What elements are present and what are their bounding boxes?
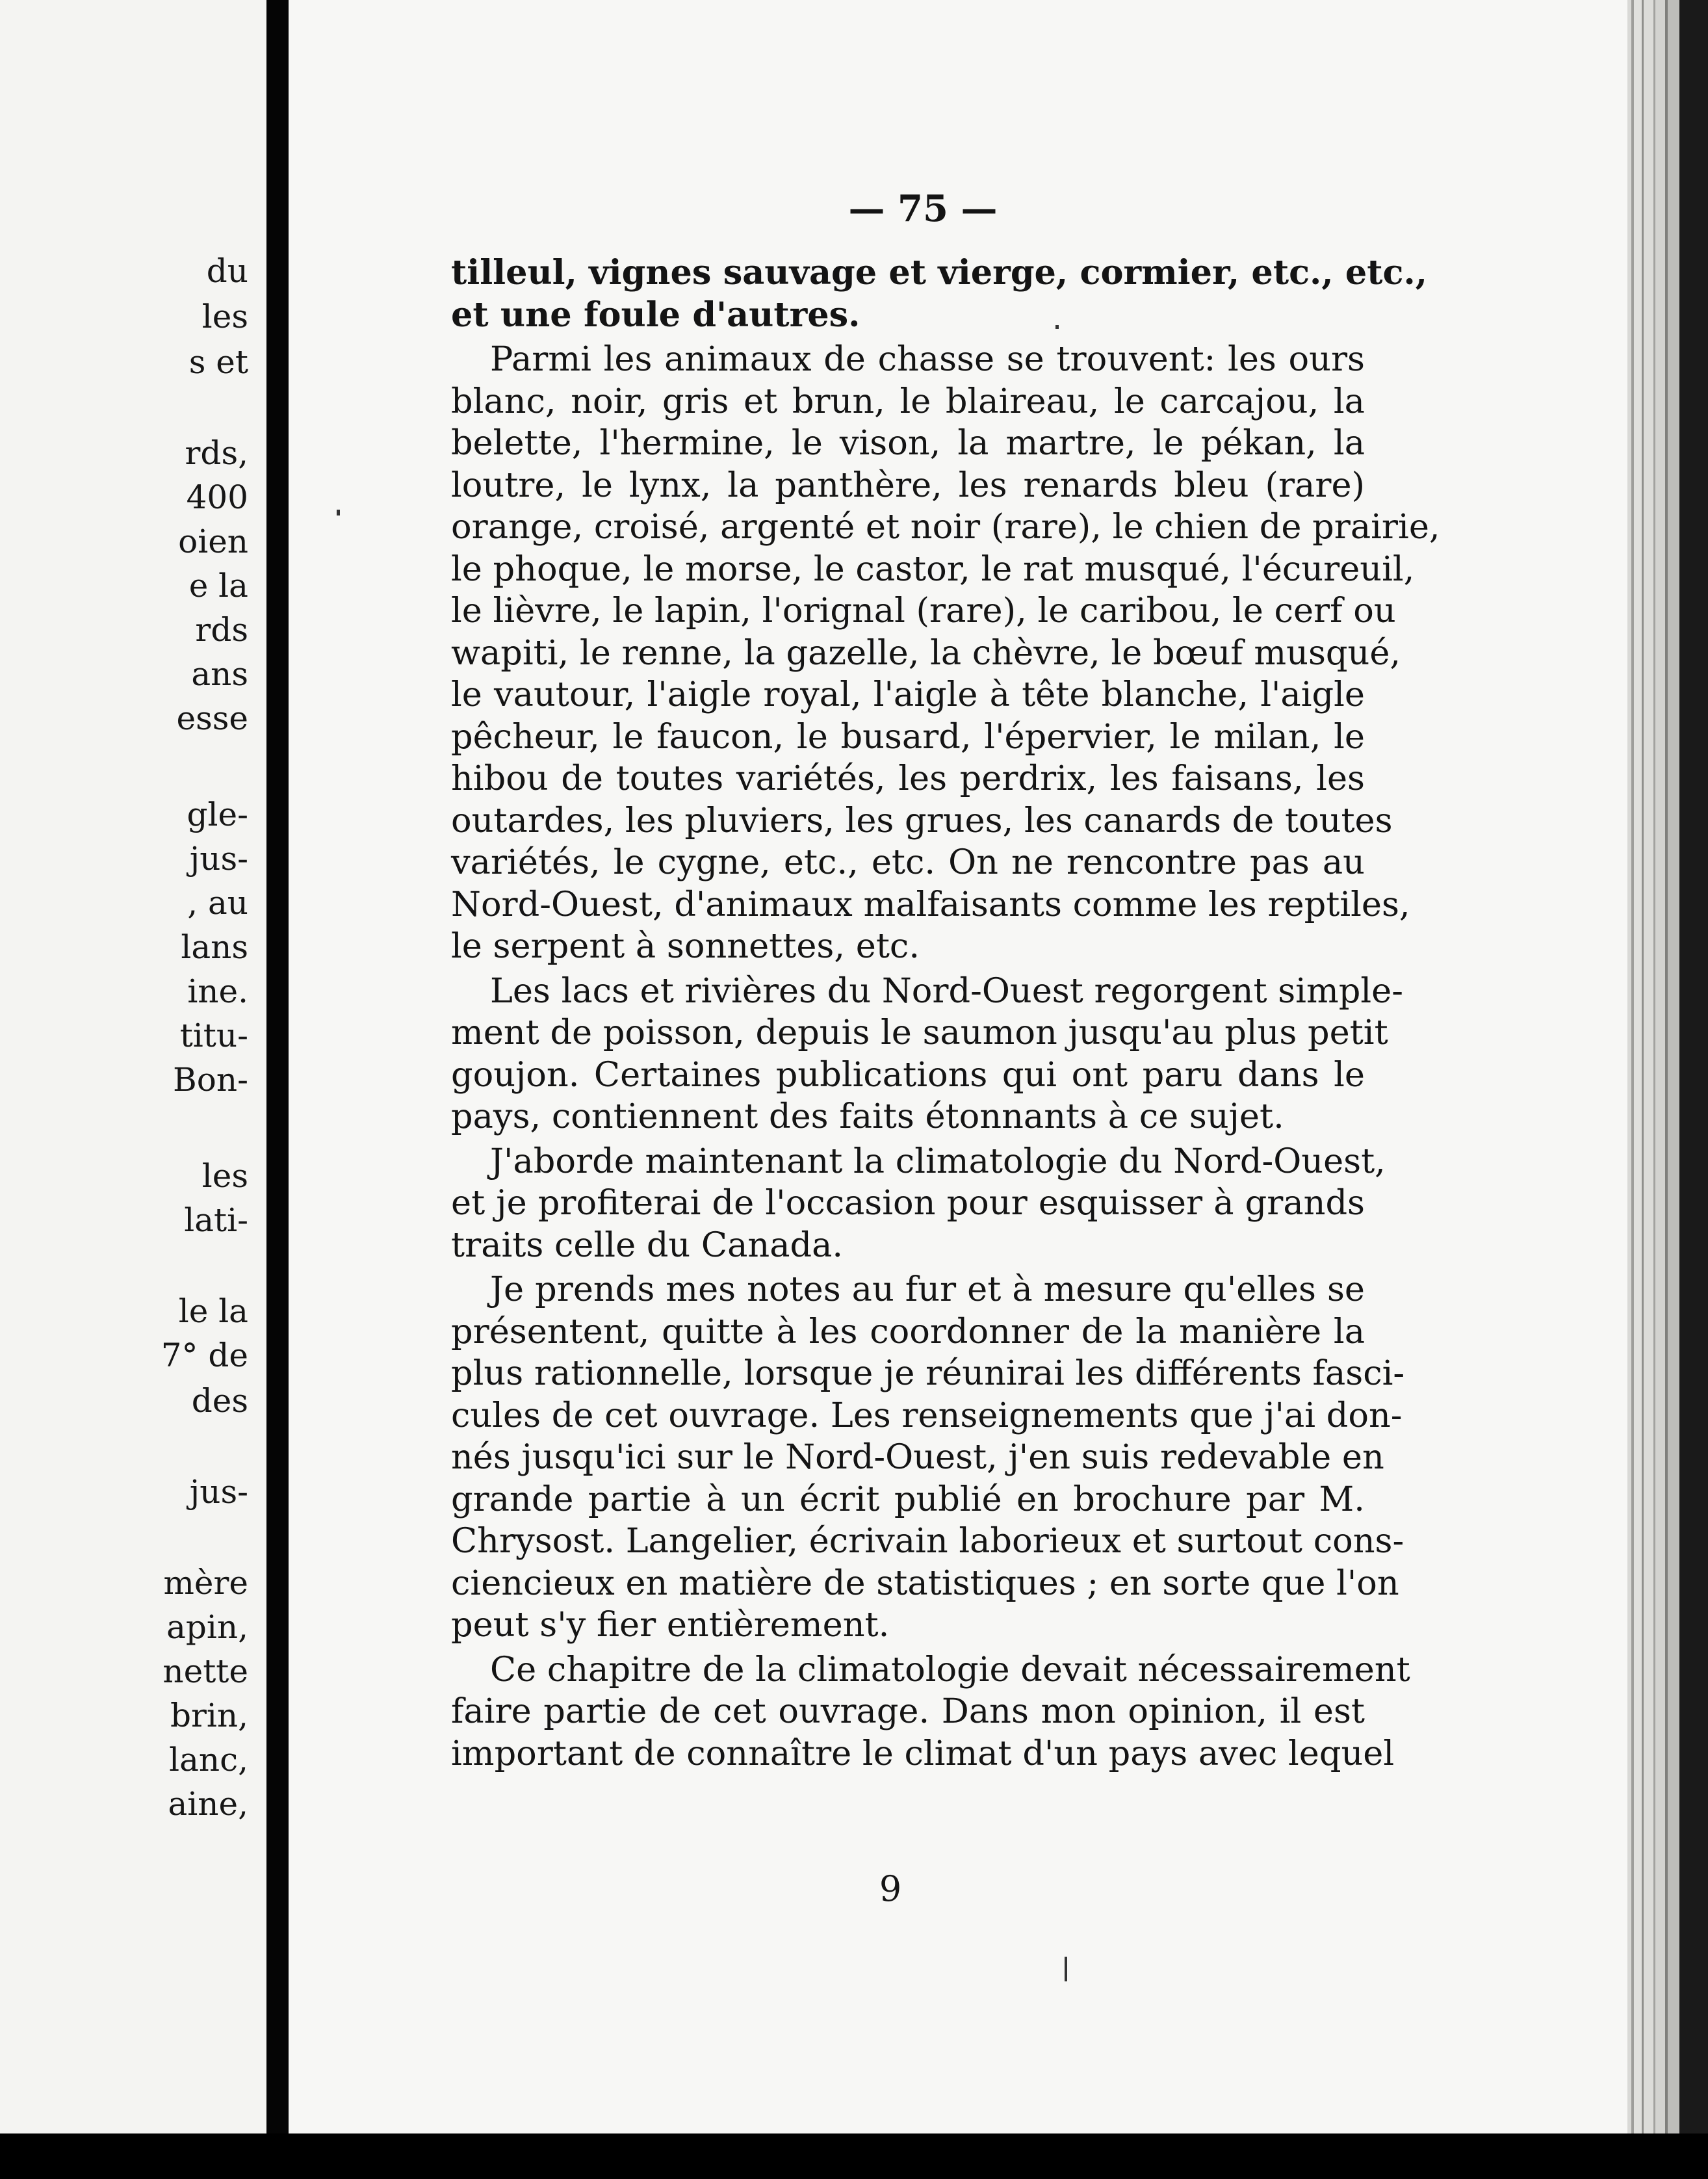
text-line: important de connaître le climat d'un pays avec lequel: [451, 1733, 1395, 1773]
page-edges: [1627, 0, 1708, 2179]
text-line: J'aborde maintenant la climatologie du Nord-Ouest,: [490, 1141, 1386, 1181]
text-line: le lièvre, le lapin, l'orignal (rare), le caribou, le cerf ou: [451, 591, 1396, 631]
left-facing-page: [0, 0, 266, 2179]
left-fragment: mère: [163, 1564, 248, 1602]
left-fragment: des: [191, 1382, 248, 1420]
text-line: pêcheur, le faucon, le busard, l'épervier, le milan, le: [451, 716, 1365, 757]
text-line: et une foule d'autres.: [451, 294, 860, 335]
text-line: wapiti, le renne, la gazelle, la chèvre, le bœuf musqué,: [451, 633, 1401, 673]
text-line: traits celle du Canada.: [451, 1225, 844, 1265]
text-line: cules de cet ouvrage. Les renseignements que j'ai don-: [451, 1395, 1403, 1435]
left-fragment: lans: [181, 928, 248, 966]
text-line: le phoque, le morse, le castor, le rat musqué, l'écureuil,: [451, 549, 1415, 589]
left-fragment: le la: [178, 1292, 248, 1330]
text-line: belette, l'hermine, le vison, la martre, le pékan, la: [451, 423, 1365, 463]
book-gutter: [266, 0, 289, 2179]
text-line: blanc, noir, gris et brun, le blaireau, le carcajou, la: [451, 381, 1365, 421]
left-fragment: jus-: [189, 840, 248, 878]
text-line: pays, contiennent des faits étonnants à ce sujet.: [451, 1097, 1284, 1136]
text-line: Ce chapitre de la climatologie devait nécessairement: [490, 1649, 1410, 1690]
text-line: nés jusqu'ici sur le Nord-Ouest, j'en suis redevable en: [451, 1437, 1384, 1477]
text-line: grande partie à un écrit publié en brochure par M.: [451, 1479, 1365, 1519]
text-line: goujon. Certaines publications qui ont paru dans le: [451, 1054, 1365, 1095]
text-line: Chrysost. Langelier, écrivain laborieux et surtout cons-: [451, 1521, 1404, 1561]
text-line: outardes, les pluviers, les grues, les canards de toutes: [451, 800, 1393, 841]
text-line: Les lacs et rivières du Nord-Ouest regorgent simple-: [490, 971, 1403, 1011]
left-fragment: e la: [188, 567, 248, 605]
text-line: le vautour, l'aigle royal, l'aigle à tête blanche, l'aigle: [451, 675, 1365, 714]
left-fragment: , au: [187, 884, 248, 922]
left-fragment: gle-: [187, 796, 248, 833]
text-line: peut s'y fier entièrement.: [451, 1605, 890, 1645]
page-number: — 75 —: [848, 187, 998, 230]
left-fragment: les: [201, 298, 248, 335]
scan-bottom-shadow: [0, 2133, 1708, 2179]
text-line: présentent, quitte à les coordonner de la manière la: [451, 1311, 1365, 1351]
text-line: faire partie de cet ouvrage. Dans mon opinion, il est: [451, 1691, 1365, 1731]
text-line: ciencieux en matière de statistiques ; en sorte que l'on: [451, 1563, 1399, 1603]
left-fragment: aine,: [168, 1785, 248, 1823]
left-fragment: apin,: [166, 1608, 248, 1646]
body-text: [451, 252, 1440, 1775]
text-line: tilleul, vignes sauvage et vierge, cormier, etc., etc.,: [451, 253, 1428, 293]
left-fragment: esse: [176, 699, 248, 737]
left-fragment: oien: [178, 523, 248, 560]
text-line: le serpent à sonnettes, etc.: [451, 926, 920, 966]
left-fragment: s et: [188, 343, 248, 381]
text-line: ment de poisson, depuis le saumon jusqu'au plus petit: [451, 1013, 1388, 1052]
scan-speck: [337, 510, 340, 515]
text-line: loutre, le lynx, la panthère, les renards bleu (rare): [451, 465, 1365, 505]
left-fragment: ans: [191, 655, 248, 693]
left-fragment: brin,: [170, 1697, 248, 1734]
left-fragment: Bon-: [173, 1061, 248, 1099]
left-fragment: 400: [186, 478, 248, 516]
left-fragment: lati-: [184, 1201, 248, 1239]
left-fragment: lanc,: [169, 1741, 248, 1779]
left-fragment: du: [206, 252, 248, 290]
left-fragment: les: [201, 1157, 248, 1195]
left-fragment: 7° de: [161, 1337, 248, 1374]
text-line: Parmi les animaux de chasse se trouvent: les ours: [490, 339, 1365, 379]
signature-mark: 9: [879, 1868, 902, 1909]
left-fragment: rds,: [185, 434, 248, 472]
text-line: Je prends mes notes au fur et à mesure qu'elles se: [490, 1270, 1365, 1309]
left-fragment: titu-: [179, 1017, 248, 1054]
text-line: hibou de toutes variétés, les perdrix, les faisans, les: [451, 759, 1365, 798]
text-line: Nord-Ouest, d'animaux malfaisants comme les reptiles,: [451, 884, 1410, 924]
left-fragment: ine.: [187, 972, 248, 1010]
left-fragment: jus-: [189, 1473, 248, 1511]
text-line: variétés, le cygne, etc., etc. On ne rencontre pas au: [451, 842, 1365, 882]
text-line: plus rationnelle, lorsque je réunirai les différents fasci-: [451, 1353, 1405, 1393]
left-fragment: rds: [195, 611, 248, 649]
text-line: orange, croisé, argenté et noir (rare), le chien de prairie,: [451, 507, 1440, 547]
left-fragment: nette: [162, 1652, 248, 1690]
text-line: et je profiterai de l'occasion pour esquisser à grands: [451, 1183, 1365, 1223]
scan-speck: [1065, 1957, 1067, 1981]
